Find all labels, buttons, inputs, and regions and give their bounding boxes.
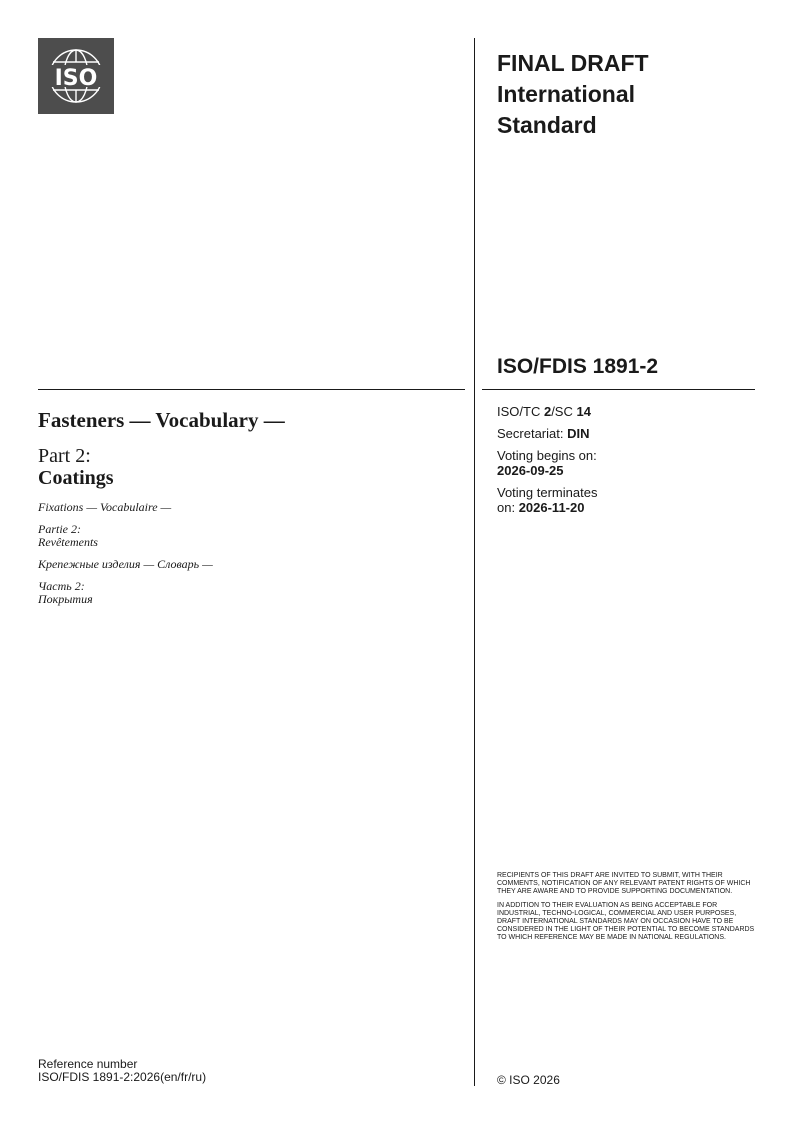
right-horizontal-rule: [482, 389, 755, 390]
voting-terminates-date: 2026-11-20: [518, 500, 585, 515]
voting-begins: [497, 448, 747, 478]
french-title: Fixations — Vocabulaire —: [38, 500, 172, 514]
russian-part-label: Часть 2:: [38, 579, 85, 593]
committee: [497, 404, 747, 419]
reference-value: ISO/FDIS 1891-2:2026(en/fr/ru): [38, 1070, 207, 1084]
doc-type-line-3: Standard: [497, 112, 597, 138]
part-title: Coatings: [38, 467, 114, 489]
french-part: [38, 523, 458, 549]
part-label: Part 2:: [38, 445, 91, 467]
secretariat: [497, 426, 747, 441]
french-part-label: Partie 2:: [38, 522, 81, 536]
left-horizontal-rule: [38, 389, 465, 390]
voting-terminates: [497, 485, 747, 515]
tc-number: 2: [543, 404, 552, 419]
voting-terminates-label: Voting terminates: [497, 485, 598, 500]
document-metadata: [497, 404, 747, 522]
iso-logo-text: ISO: [54, 66, 98, 91]
draft-notice: [497, 872, 757, 948]
doc-type-line-1: FINAL DRAFT: [497, 50, 649, 76]
voting-terminates-on-label: on:: [497, 500, 519, 515]
globe-icon: [38, 38, 114, 114]
copyright: © ISO 2026: [497, 1073, 560, 1087]
document-type: [497, 48, 747, 141]
russian-part-title: Покрытия: [38, 592, 93, 606]
reference-label: Reference number: [38, 1057, 138, 1071]
notice-paragraph-1: RECIPIENTS OF THIS DRAFT ARE INVITED TO SUBMIT, WITH THEIR COMMENTS, NOTIFICATION OF ANY RELEVANT PATENT RIGHTS OF WHICH THEY ARE AWARE AND TO PROVIDE SUPPORTING DOCUMENTATION.: [497, 872, 751, 896]
committee-prefix: ISO/TC: [497, 404, 544, 419]
vertical-divider: [474, 38, 475, 1086]
secretariat-label: Secretariat:: [497, 426, 568, 441]
voting-begins-label: Voting begins on:: [497, 448, 597, 463]
iso-logo: [38, 38, 114, 114]
russian-part: [38, 580, 458, 606]
title-block: [38, 408, 458, 615]
notice-paragraph-2: IN ADDITION TO THEIR EVALUATION AS BEING ACCEPTABLE FOR INDUSTRIAL, TECHNO-LOGICAL, COMMERCIAL AND USER PURPOSES, DRAFT INTERNATIONAL STANDARDS MAY ON OCCASION HAVE TO BE CONSIDERED IN THE LIGHT OF THEIR POTENTIAL TO BECOME STANDARDS TO WHICH REFERENCE MAY BE MADE IN NATIONAL REGULATIONS.: [497, 901, 755, 942]
document-title: Fasteners — Vocabulary —: [38, 408, 285, 432]
french-part-title: Revêtements: [38, 535, 98, 549]
russian-title: Крепежные изделия — Словарь —: [38, 557, 213, 571]
doc-type-line-2: International: [497, 81, 636, 107]
sc-number: 14: [576, 404, 591, 419]
reference-number: [38, 1058, 206, 1084]
sc-prefix: /SC: [551, 404, 577, 419]
secretariat-value: DIN: [567, 426, 590, 441]
document-number: ISO/FDIS 1891-2: [497, 355, 659, 378]
voting-begins-date: 2026-09-25: [497, 463, 564, 478]
